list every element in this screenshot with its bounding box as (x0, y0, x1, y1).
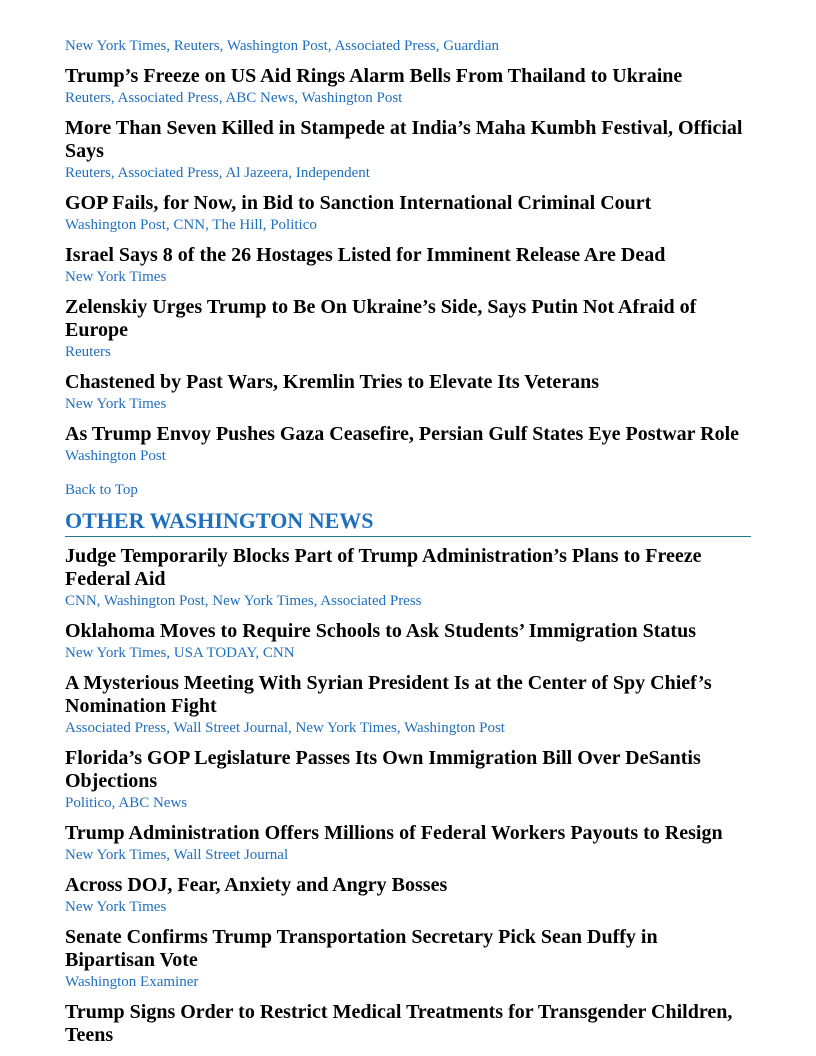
newsletter-page (65, 36, 751, 1056)
news-story (65, 1001, 751, 1047)
source-list (65, 845, 751, 865)
top-sources-story (65, 36, 751, 56)
story-headline: Senate Confirms Trump Transportation Secretary Pick Sean Duffy in Bipartisan Vote (65, 926, 658, 971)
source-link[interactable]: The Hill (212, 217, 263, 233)
story-headline: Judge Temporarily Blocks Part of Trump Administration’s Plans to Freeze Federal Aid (65, 545, 702, 590)
source-link[interactable]: Associated Press, Wall Street Journal, New York Times (65, 720, 397, 736)
source-link[interactable]: CNN (65, 593, 97, 609)
story-headline: More Than Seven Killed in Stampede at India’s Maha Kumbh Festival, Official Says (65, 117, 743, 162)
source-link[interactable]: Washington Post (301, 90, 403, 106)
source-link[interactable]: New York Times (65, 847, 167, 863)
back-to-top-link[interactable]: Back to Top (65, 482, 138, 498)
washington-stories-list (65, 545, 751, 1047)
source-link[interactable]: Guardian (443, 38, 499, 54)
story-headline: Israel Says 8 of the 26 Hostages Listed for Imminent Release Are Dead (65, 244, 666, 266)
source-list (65, 897, 751, 917)
source-link[interactable]: Washington Post (103, 593, 205, 609)
source-link[interactable]: New York Times (65, 396, 167, 412)
source-separator: , (327, 38, 335, 54)
source-list (65, 793, 751, 813)
source-link[interactable]: Al Jazeera (225, 165, 289, 181)
source-link[interactable]: Politico (270, 217, 317, 233)
news-story (65, 620, 751, 663)
source-list (65, 163, 751, 183)
source-link[interactable]: Associated Press (320, 593, 422, 609)
news-story (65, 65, 751, 108)
source-list (65, 215, 751, 235)
source-list (65, 267, 751, 287)
source-separator: , (204, 593, 213, 609)
story-headline: As Trump Envoy Pushes Gaza Ceasefire, Persian Gulf States Eye Postwar Role (65, 423, 740, 445)
source-link[interactable]: Washington Examiner (65, 974, 199, 990)
story-headline: Trump’s Freeze on US Aid Rings Alarm Bells From Thailand to Ukraine (65, 65, 683, 87)
news-story (65, 423, 751, 466)
news-story (65, 117, 751, 183)
source-list (65, 718, 751, 738)
source-separator: , (111, 795, 119, 811)
story-headline: Trump Administration Offers Millions of Federal Workers Payouts to Resign (65, 822, 723, 844)
story-headline: A Mysterious Meeting With Syrian President Is at the Center of Spy Chief’s Nomination Fight (65, 672, 712, 717)
source-list (65, 36, 751, 56)
news-story (65, 874, 751, 917)
source-separator: , (166, 645, 174, 661)
source-separator: , (396, 720, 405, 736)
source-separator: , (166, 38, 174, 54)
story-headline: Florida’s GOP Legislature Passes Its Own Immigration Bill Over DeSantis Objections (65, 747, 701, 792)
source-separator: , (218, 90, 226, 106)
story-headline: Zelenskiy Urges Trump to Be On Ukraine’s Side, Says Putin Not Afraid of Europe (65, 296, 697, 341)
source-list (65, 446, 751, 466)
source-link[interactable]: USA TODAY, CNN (173, 645, 295, 661)
news-story (65, 926, 751, 992)
source-link[interactable]: New York Times (65, 269, 167, 285)
section-title-other-washington-news: OTHER WASHINGTON NEWS (65, 508, 751, 537)
source-separator: , (262, 217, 271, 233)
source-separator: , (165, 217, 174, 233)
story-headline: Chastened by Past Wars, Kremlin Tries to Elevate Its Veterans (65, 371, 600, 393)
source-separator: , (219, 38, 227, 54)
source-link[interactable]: Associated Press (334, 38, 436, 54)
source-list (65, 342, 751, 362)
source-list (65, 972, 751, 992)
source-separator: , (205, 217, 213, 233)
source-link[interactable]: Associated Press (117, 165, 219, 181)
source-separator: , (166, 847, 174, 863)
source-link[interactable]: Washington Post (65, 448, 166, 464)
story-headline: Oklahoma Moves to Require Schools to Ask Students’ Immigration Status (65, 620, 696, 642)
source-link[interactable]: Associated Press (117, 90, 219, 106)
story-headline: Trump Signs Order to Restrict Medical Treatments for Transgender Children, Teens (65, 1001, 733, 1046)
story-headline: GOP Fails, for Now, in Bid to Sanction International Criminal Court (65, 192, 652, 214)
source-link[interactable]: Independent (295, 165, 370, 181)
source-link[interactable]: Reuters (65, 165, 111, 181)
source-separator: , (435, 38, 444, 54)
source-link[interactable]: Wall Street Journal (173, 847, 289, 863)
news-story (65, 192, 751, 235)
source-link[interactable]: Washington Post (65, 217, 166, 233)
source-link[interactable]: Reuters (65, 90, 111, 106)
source-separator: , (110, 165, 118, 181)
news-story (65, 545, 751, 611)
source-link[interactable]: Reuters (173, 38, 220, 54)
source-link[interactable]: CNN (173, 217, 206, 233)
source-link[interactable]: New York Times (65, 645, 167, 661)
news-story (65, 296, 751, 362)
source-separator: , (288, 165, 296, 181)
source-link[interactable]: Washington Post (404, 720, 505, 736)
news-story (65, 244, 751, 287)
source-separator: , (110, 90, 118, 106)
news-story (65, 672, 751, 738)
source-link[interactable]: Reuters (65, 344, 111, 360)
source-link[interactable]: New York Times (212, 593, 314, 609)
source-separator: , (313, 593, 321, 609)
story-headline: Across DOJ, Fear, Anxiety and Angry Bosses (65, 874, 448, 896)
news-story (65, 822, 751, 865)
source-link[interactable]: ABC News (118, 795, 188, 811)
source-link[interactable]: New York Times (65, 899, 167, 915)
source-list (65, 643, 751, 663)
news-story (65, 371, 751, 414)
source-separator: , (96, 593, 104, 609)
source-list (65, 88, 751, 108)
world-stories-list (65, 65, 751, 466)
news-story (65, 747, 751, 813)
source-separator: , (294, 90, 302, 106)
source-list (65, 591, 751, 611)
source-link[interactable]: New York Times (65, 38, 167, 54)
source-link[interactable]: Politico (65, 795, 112, 811)
source-list (65, 394, 751, 414)
source-link[interactable]: Washington Post (226, 38, 328, 54)
source-link[interactable]: ABC News (225, 90, 295, 106)
source-separator: , (218, 165, 226, 181)
